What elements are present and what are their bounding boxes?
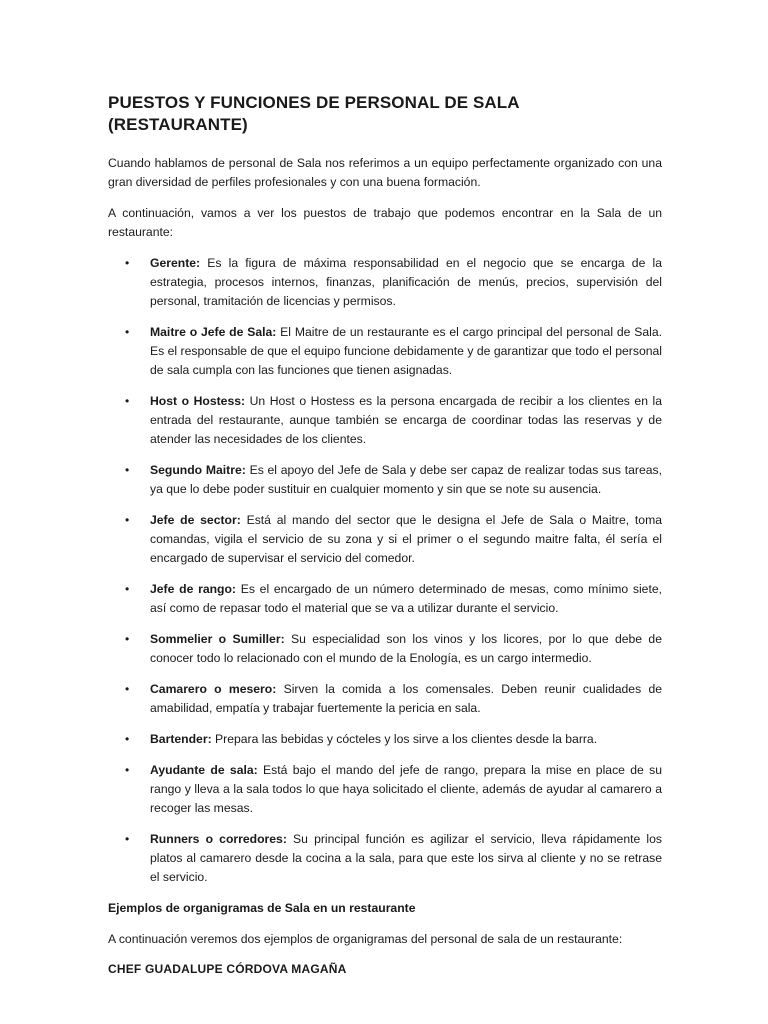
bullet-icon: • xyxy=(125,832,130,846)
list-item xyxy=(108,392,662,449)
role-term: Host o Hostess: xyxy=(150,394,246,408)
bullet-icon: • xyxy=(125,582,130,596)
list-item xyxy=(108,761,662,818)
roles-list xyxy=(108,254,662,887)
role-description: Es el encargado de un número determinado de mesas, como mínimo siete, así como de repasar todo el material que se va a utilizar durante el servicio. xyxy=(150,582,662,615)
role-term: Maitre o Jefe de Sala: xyxy=(150,325,277,339)
role-description: Es el apoyo del Jefe de Sala y debe ser capaz de realizar todas sus tareas, ya que lo debe poder sustituir en cualquier momento y sin que se note su ausencia. xyxy=(150,463,662,496)
role-description: Su especialidad son los vinos y los licores, por lo que debe de conocer todo lo relacionado con el mundo de la Enología, es un cargo intermedio. xyxy=(150,632,662,665)
list-item xyxy=(108,511,662,568)
author-footer: CHEF GUADALUPE CÓRDOVA MAGAÑA xyxy=(108,962,347,976)
role-description: El Maitre de un restaurante es el cargo principal del personal de Sala. Es el responsable de que el equipo funcione debidamente y de garantizar que todo el personal de sala cumpla con las funciones que tienen asignadas. xyxy=(150,325,663,377)
list-item xyxy=(108,254,662,311)
role-term: Jefe de rango: xyxy=(150,582,236,596)
role-term: Camarero o mesero: xyxy=(150,682,277,696)
role-term: Runners o corredores: xyxy=(150,832,287,846)
role-term: Sommelier o Sumiller: xyxy=(150,632,285,646)
role-term: Bartender: xyxy=(150,732,212,746)
list-item xyxy=(108,730,662,749)
role-description: Su principal función es agilizar el servicio, lleva rápidamente los platos al camarero desde la cocina a la sala, para que este los sirva al cliente y no se retrase el servicio. xyxy=(150,832,662,884)
list-item xyxy=(108,323,662,380)
role-description: Sirven la comida a los comensales. Deben reunir cualidades de amabilidad, empatía y trabajar fuertemente la pericia en sala. xyxy=(150,682,662,715)
list-item xyxy=(108,830,662,887)
role-term: Segundo Maitre: xyxy=(150,463,246,477)
intro-paragraph-1: Cuando hablamos de personal de Sala nos referimos a un equipo perfectamente organizado con una gran diversidad de perfiles profesionales y con una buena formación. xyxy=(108,156,662,189)
role-description: Un Host o Hostess es la persona encargada de recibir a los clientes en la entrada del restaurante, aunque también se encarga de coordinar todas las reservas y de atender las necesidades de los clientes. xyxy=(150,394,662,446)
closing-paragraph: A continuación veremos dos ejemplos de organigramas del personal de sala de un restaurante: xyxy=(108,932,623,946)
page-title: PUESTOS Y FUNCIONES DE PERSONAL DE SALA (RESTAURANTE) xyxy=(108,93,520,134)
bullet-icon: • xyxy=(125,513,130,527)
role-term: Gerente: xyxy=(150,256,201,270)
list-item xyxy=(108,680,662,718)
bullet-icon: • xyxy=(125,732,130,746)
role-term: Jefe de sector: xyxy=(150,513,241,527)
role-description: Es la figura de máxima responsabilidad en el negocio que se encarga de la estrategia, procesos internos, finanzas, planificación de menús, precios, supervisión del personal, tramitación de licencias y permisos. xyxy=(150,256,662,308)
bullet-icon: • xyxy=(125,632,130,646)
document-body xyxy=(108,92,662,961)
role-description: Prepara las bebidas y cócteles y los sirve a los clientes desde la barra. xyxy=(211,732,598,746)
bullet-icon: • xyxy=(125,463,130,477)
bullet-icon: • xyxy=(125,682,130,696)
list-item xyxy=(108,580,662,618)
section-subheading: Ejemplos de organigramas de Sala en un restaurante xyxy=(108,901,416,915)
bullet-icon: • xyxy=(125,763,130,777)
bullet-icon: • xyxy=(125,394,130,408)
list-item xyxy=(108,630,662,668)
list-item xyxy=(108,461,662,499)
intro-paragraph-2: A continuación, vamos a ver los puestos de trabajo que podemos encontrar en la Sala de un restaurante: xyxy=(108,206,662,239)
role-description: Está bajo el mando del jefe de rango, prepara la mise en place de su rango y lleva a la sala todos lo que haya solicitado el cliente, además de ayudar al camarero a recoger las mesas. xyxy=(150,763,663,815)
bullet-icon: • xyxy=(125,256,130,270)
role-description: Está al mando del sector que le designa el Jefe de Sala o Maitre, toma comandas, vigila el servicio de su zona y si el primer o el segundo maitre falta, él sería el encargado de supervisar el servicio del comedor. xyxy=(150,513,663,565)
role-term: Ayudante de sala: xyxy=(150,763,258,777)
bullet-icon: • xyxy=(125,325,130,339)
